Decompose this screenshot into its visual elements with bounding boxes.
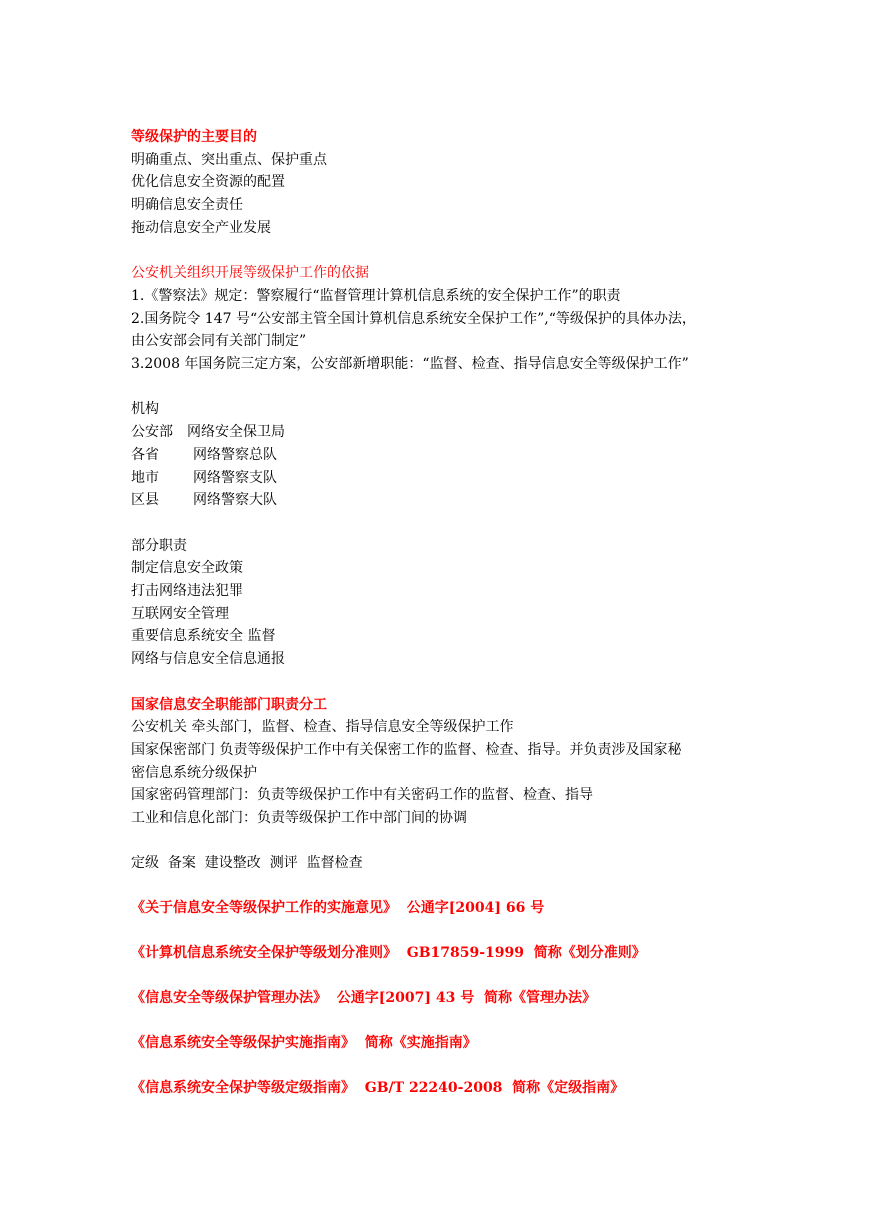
list-item: 拖动信息安全产业发展 [131, 219, 271, 236]
org-unit: 网络警察总队 [193, 446, 277, 463]
list-item: 国家密码管理部门：负责等级保护工作中有关密码工作的监督、检查、指导 [131, 787, 593, 804]
section-heading-duties: 部分职责 [131, 537, 187, 554]
org-unit: 网络安全保卫局 [187, 424, 285, 441]
section-heading-organization: 机构 [131, 401, 159, 418]
list-item: 3.2008 年国务院三定方案，公安部新增职能：“监督、检查、指导信息安全等级保护工作” [131, 356, 689, 373]
document-body [131, 126, 751, 1100]
reference-item: 《信息系统安全保护等级定级指南》 GB/T 22240-2008 简称《定级指南》 [131, 1080, 625, 1097]
list-item: 2.国务院令 147 号“公安部主管全国计算机信息系统安全保护工作”,“等级保护的具体办法， [131, 310, 696, 327]
reference-item: 《关于信息安全等级保护工作的实施意见》 公通字[2004] 66 号 [131, 900, 545, 917]
list-item: 网络与信息安全信息通报 [131, 651, 285, 668]
org-row [131, 444, 751, 467]
org-row [131, 489, 751, 512]
list-item: 由公安部会同有关部门制定” [131, 333, 307, 350]
list-item: 国家保密部门 负责等级保护工作中有关保密工作的监督、检查、指导。并负责涉及国家秘 [131, 741, 682, 758]
list-item: 互联网安全管理 [131, 605, 229, 622]
list-item: 公安机关 牵头部门，监督、检查、指导信息安全等级保护工作 [131, 719, 514, 736]
org-unit: 网络警察大队 [193, 492, 277, 509]
list-item: 重要信息系统安全 监督 [131, 628, 276, 645]
list-item: 1.《警察法》规定：警察履行“监督管理计算机信息系统的安全保护工作”的职责 [131, 287, 621, 304]
org-level: 公安部 [131, 424, 173, 441]
list-item: 明确信息安全责任 [131, 197, 243, 214]
org-level: 各省 [131, 446, 159, 463]
reference-item: 《计算机信息系统安全保护等级划分准则》 GB17859-1999 简称《划分准则》 [131, 945, 646, 962]
process-steps: 定级 备案 建设整改 测评 监督检查 [131, 855, 363, 872]
list-item: 打击网络违法犯罪 [131, 583, 243, 600]
list-item: 密信息系统分级保护 [131, 764, 257, 781]
org-level: 区县 [131, 492, 159, 509]
list-item: 工业和信息化部门：负责等级保护工作中部门间的协调 [131, 810, 467, 827]
list-item: 明确重点、突出重点、保护重点 [131, 151, 327, 168]
reference-item: 《信息系统安全等级保护实施指南》 简称《实施指南》 [131, 1035, 477, 1052]
section-heading-purpose: 等级保护的主要目的 [131, 129, 257, 145]
org-row [131, 421, 751, 444]
org-unit: 网络警察支队 [193, 469, 277, 486]
list-item: 优化信息安全资源的配置 [131, 174, 285, 191]
section-heading-basis: 公安机关组织开展等级保护工作的依据 [131, 265, 369, 282]
section-heading-division: 国家信息安全职能部门职责分工 [131, 696, 327, 713]
list-item: 制定信息安全政策 [131, 560, 243, 577]
reference-item: 《信息安全等级保护管理办法》 公通字[2007] 43 号 简称《管理办法》 [131, 990, 596, 1007]
org-row [131, 467, 751, 490]
org-level: 地市 [131, 469, 159, 486]
